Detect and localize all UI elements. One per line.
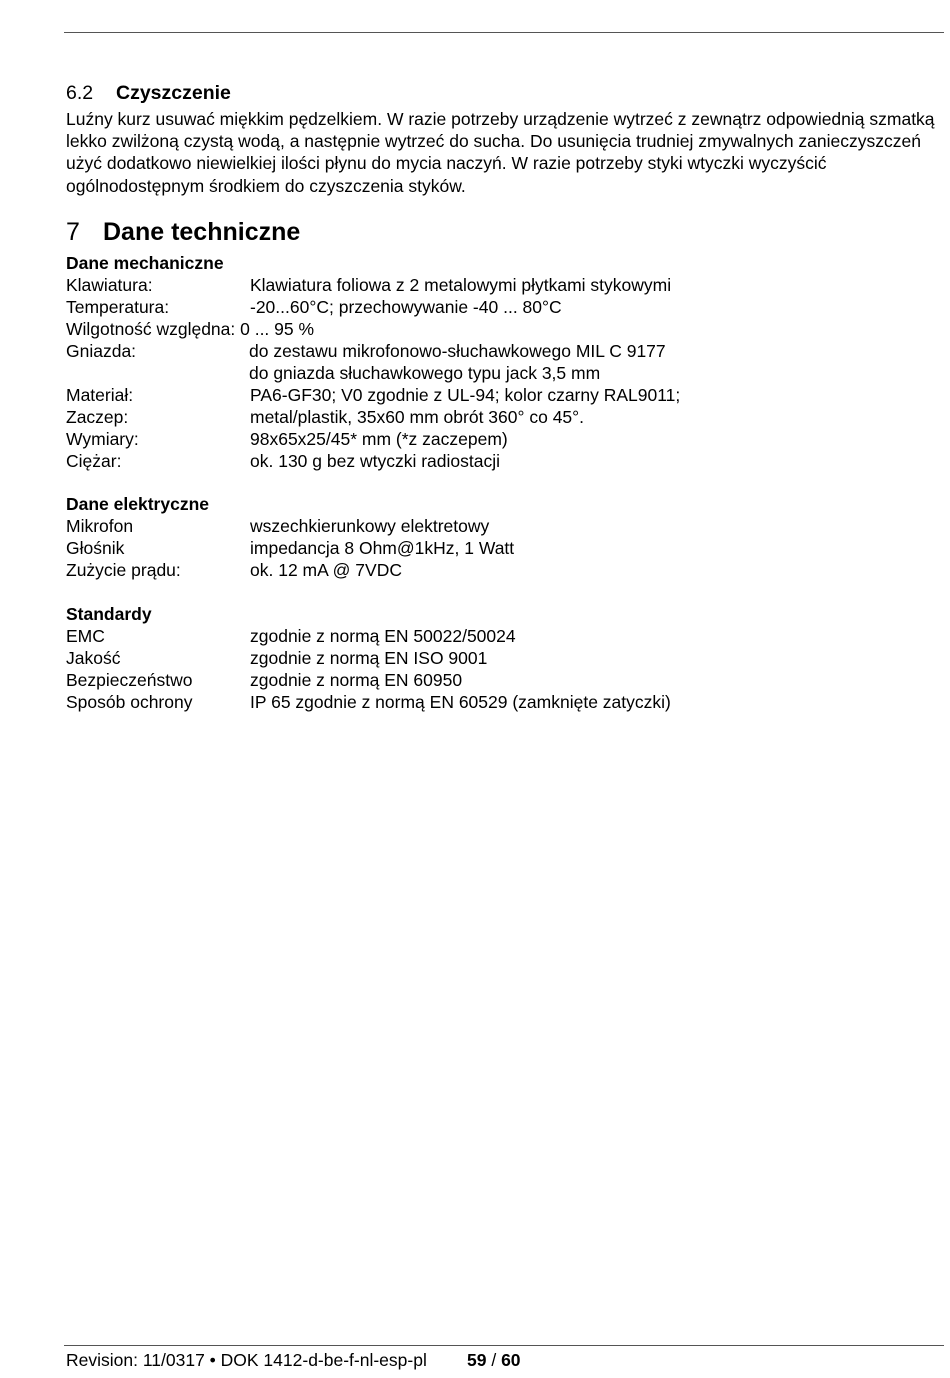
spec-label: Zużycie prądu: [66, 560, 181, 580]
spec-label: Mikrofon [66, 516, 134, 536]
spec-label: Głośnik [66, 538, 125, 558]
spec-label: EMC [66, 626, 105, 646]
block-title: Dane elektryczne [66, 494, 209, 514]
spec-row [66, 625, 944, 647]
spec-value: metal/plastik, 35x60 mm obrót 360° co 45°. [250, 407, 585, 427]
spec-row [66, 537, 944, 559]
spec-value: PA6-GF30; V0 zgodnie z UL-94; kolor czarny RAL9011; [250, 385, 681, 405]
page-number [467, 1349, 521, 1371]
revision-info: Revision: 11/0317 • DOK 1412-d-be-f-nl-esp-pl [66, 1350, 427, 1370]
section-heading-technical-data [66, 216, 944, 248]
block-title: Dane mechaniczne [66, 253, 224, 273]
standards-block [66, 603, 944, 713]
spec-label: Klawiatura: [66, 275, 153, 295]
spec-row [66, 406, 944, 428]
mechanical-data-block [66, 252, 944, 472]
section-title: Czyszczenie [116, 82, 231, 104]
spec-value: zgodnie z normą EN ISO 9001 [250, 648, 488, 668]
footer-rule [64, 1345, 944, 1346]
spec-row [66, 340, 944, 362]
spec-row [66, 296, 944, 318]
spec-value: -20...60°C; przechowywanie -40 ... 80°C [250, 297, 562, 317]
spec-inline: Wilgotność względna: 0 ... 95 % [66, 319, 315, 339]
spec-row [66, 428, 944, 450]
spec-value: IP 65 zgodnie z normą EN 60529 (zamknięte zatyczki) [250, 692, 671, 712]
header-rule [64, 32, 944, 33]
spec-value: Klawiatura foliowa z 2 metalowymi płytkami stykowymi [250, 275, 672, 295]
spec-row [66, 559, 944, 581]
section-heading-cleaning [66, 80, 944, 106]
spec-value: ok. 130 g bez wtyczki radiostacji [250, 451, 500, 471]
spec-label: Gniazda: [66, 341, 137, 361]
spec-label: Bezpieczeństwo [66, 670, 193, 690]
section-number: 6.2 [66, 82, 94, 104]
spec-row [66, 384, 944, 406]
spec-row [66, 691, 944, 713]
section-title: Dane techniczne [103, 218, 301, 246]
page-total: 60 [501, 1350, 521, 1370]
spec-row [66, 515, 944, 537]
section-number: 7 [66, 218, 80, 246]
spec-label: Zaczep: [66, 407, 129, 427]
spec-label: Jakość [66, 648, 121, 668]
spec-value: do gniazda słuchawkowego typu jack 3,5 mm [249, 363, 601, 383]
page-current: 59 [467, 1350, 487, 1370]
spec-label: Temperatura: [66, 297, 170, 317]
cleaning-paragraph: Luźny kurz usuwać miękkim pędzelkiem. W razie potrzeby urządzenie wytrzeć z zewnątrz odpowiednią szmatką lekko zwilżoną czystą wodą, a następnie wytrzeć do sucha. Do usunięcia trudniej zmywalnych zanieczyszczeń użyć dodatkowo niewielkiej ilości płynu do mycia naczyń. W razie potrzeby styki wtyczki wyczyścić ogólnodostępnym środkiem do czyszczenia styków. [66, 109, 935, 196]
spec-label: Wymiary: [66, 429, 139, 449]
spec-row [66, 318, 944, 340]
page-separator: / [486, 1350, 502, 1370]
spec-value: ok. 12 mA @ 7VDC [250, 560, 402, 580]
electrical-data-block [66, 493, 944, 581]
spec-value: zgodnie z normą EN 50022/50024 [250, 626, 516, 646]
spec-row [66, 274, 944, 296]
spec-row [66, 362, 944, 384]
spec-row [66, 450, 944, 472]
spec-value: impedancja 8 Ohm@1kHz, 1 Watt [250, 538, 515, 558]
spec-value: wszechkierunkowy elektretowy [250, 516, 490, 536]
spec-row [66, 669, 944, 691]
spec-value: 98x65x25/45* mm (*z zaczepem) [250, 429, 508, 449]
spec-label: Materiał: [66, 385, 134, 405]
block-title: Standardy [66, 604, 152, 624]
spec-value: zgodnie z normą EN 60950 [250, 670, 463, 690]
spec-label: Ciężar: [66, 451, 122, 471]
spec-label: Sposób ochrony [66, 692, 193, 712]
spec-value: do zestawu mikrofonowo-słuchawkowego MIL C 9177 [249, 341, 666, 361]
spec-row [66, 647, 944, 669]
